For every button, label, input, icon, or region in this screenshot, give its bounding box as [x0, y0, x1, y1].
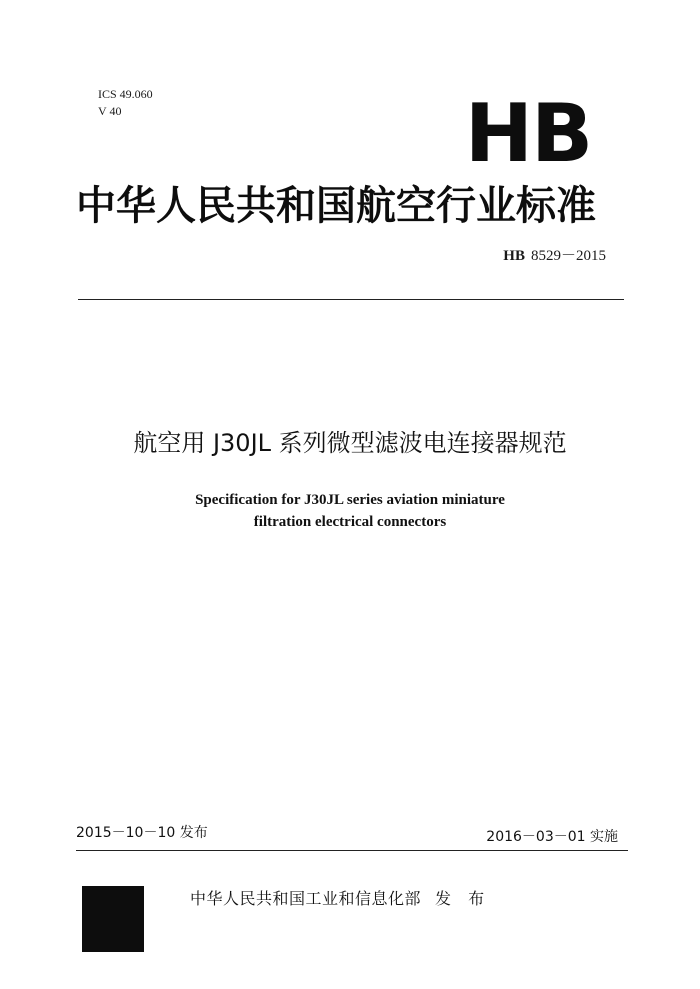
standard-code-prefix: HB [503, 248, 525, 264]
hb-logo: HB [464, 87, 592, 180]
english-title-line-1: Specification for J30JL series aviation miniature [195, 492, 505, 508]
issuer-name: 中华人民共和国工业和信息化部 [190, 889, 422, 908]
implementation-date: 2016－03－01 实施 [486, 829, 618, 845]
header-divider [78, 299, 624, 300]
standard-category-title: 中华人民共和国航空行业标准 [76, 183, 596, 229]
issue-date: 2015－10－10 发布 [76, 825, 208, 841]
issuing-authority [190, 886, 490, 909]
english-title-line-2: filtration electrical connectors [253, 514, 447, 530]
document-title-english [0, 489, 700, 533]
ics-code: ICS 49.060 [98, 87, 153, 101]
document-title-chinese: 航空用 J30JL 系列微型滤波电连接器规范 [133, 429, 567, 457]
ccs-code: V 40 [98, 104, 122, 118]
scan-black-block [82, 886, 144, 952]
standard-code [503, 244, 606, 265]
footer-divider [76, 850, 628, 851]
classification-codes [98, 86, 153, 120]
issue-action: 发 布 [435, 889, 491, 908]
standard-code-number: 8529－2015 [530, 248, 606, 264]
